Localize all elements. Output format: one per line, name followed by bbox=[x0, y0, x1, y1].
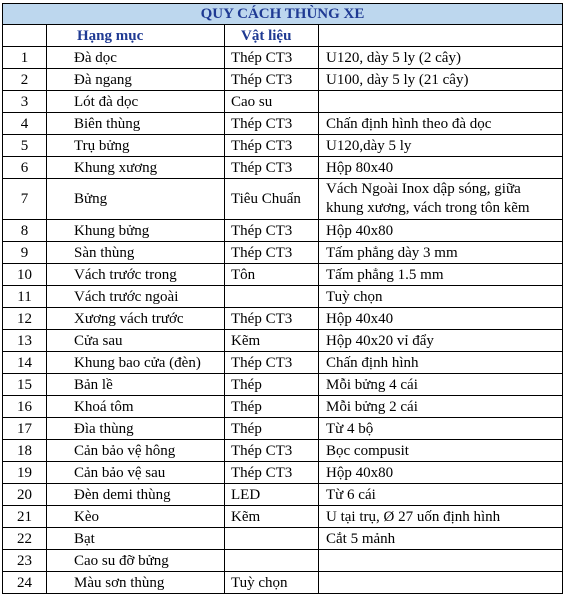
cell-stt: 16 bbox=[3, 396, 47, 418]
cell-spec bbox=[319, 572, 563, 594]
table-row bbox=[3, 242, 563, 264]
cell-spec: Hộp 80x40 bbox=[319, 157, 563, 179]
cell-item: Khung xương bbox=[47, 157, 225, 179]
cell-material: Thép CT3 bbox=[225, 242, 319, 264]
cell-item: Màu sơn thùng bbox=[47, 572, 225, 594]
cell-stt: 11 bbox=[3, 286, 47, 308]
cell-spec: Hộp 40x80 bbox=[319, 220, 563, 242]
table-row bbox=[3, 308, 563, 330]
table-title: QUY CÁCH THÙNG XE bbox=[3, 4, 563, 25]
cell-material bbox=[225, 528, 319, 550]
cell-item: Kèo bbox=[47, 506, 225, 528]
cell-material: Tuỳ chọn bbox=[225, 572, 319, 594]
cell-material: Tiêu Chuẩn bbox=[225, 179, 319, 220]
cell-stt: 8 bbox=[3, 220, 47, 242]
cell-spec: Bọc compusit bbox=[319, 440, 563, 462]
header-item: Hạng mục bbox=[47, 25, 225, 47]
cell-item: Biên thùng bbox=[47, 113, 225, 135]
cell-spec: Hộp 40x80 bbox=[319, 462, 563, 484]
cell-spec: Tấm phẳng 1.5 mm bbox=[319, 264, 563, 286]
cell-spec: Cắt 5 mảnh bbox=[319, 528, 563, 550]
cell-spec: Mỗi bửng 2 cái bbox=[319, 396, 563, 418]
table-row bbox=[3, 374, 563, 396]
table-row bbox=[3, 440, 563, 462]
cell-item: Cản bảo vệ hông bbox=[47, 440, 225, 462]
cell-material: Thép CT3 bbox=[225, 462, 319, 484]
cell-material: Thép CT3 bbox=[225, 157, 319, 179]
cell-material: Thép CT3 bbox=[225, 220, 319, 242]
cell-material: Tôn bbox=[225, 264, 319, 286]
table-row bbox=[3, 550, 563, 572]
cell-stt: 6 bbox=[3, 157, 47, 179]
cell-stt: 14 bbox=[3, 352, 47, 374]
table-row bbox=[3, 47, 563, 69]
cell-item: Cửa sau bbox=[47, 330, 225, 352]
cell-spec: Từ 6 cái bbox=[319, 484, 563, 506]
cell-stt: 5 bbox=[3, 135, 47, 157]
cell-stt: 1 bbox=[3, 47, 47, 69]
cell-material: Thép CT3 bbox=[225, 135, 319, 157]
cell-material: Thép CT3 bbox=[225, 308, 319, 330]
cell-spec: U120,dày 5 ly bbox=[319, 135, 563, 157]
cell-material: Thép CT3 bbox=[225, 440, 319, 462]
cell-spec: Hộp 40x20 vỉ đẩy bbox=[319, 330, 563, 352]
cell-stt: 15 bbox=[3, 374, 47, 396]
table-row bbox=[3, 69, 563, 91]
cell-stt: 22 bbox=[3, 528, 47, 550]
header-spec bbox=[319, 25, 563, 47]
cell-material: Thép bbox=[225, 396, 319, 418]
table-row bbox=[3, 113, 563, 135]
table-row bbox=[3, 462, 563, 484]
cell-stt: 3 bbox=[3, 91, 47, 113]
cell-item: Sàn thùng bbox=[47, 242, 225, 264]
cell-stt: 10 bbox=[3, 264, 47, 286]
table-row bbox=[3, 179, 563, 220]
cell-stt: 24 bbox=[3, 572, 47, 594]
cell-material bbox=[225, 286, 319, 308]
table-row bbox=[3, 528, 563, 550]
cell-item: Cao su đỡ bửng bbox=[47, 550, 225, 572]
cell-item: Bạt bbox=[47, 528, 225, 550]
table-row bbox=[3, 396, 563, 418]
cell-spec: Chấn định hình bbox=[319, 352, 563, 374]
spec-table bbox=[2, 3, 563, 594]
cell-material: Thép CT3 bbox=[225, 113, 319, 135]
cell-item: Vách trước trong bbox=[47, 264, 225, 286]
cell-spec: Tấm phẳng dày 3 mm bbox=[319, 242, 563, 264]
cell-item: Đà dọc bbox=[47, 47, 225, 69]
cell-spec: U120, dày 5 ly (2 cây) bbox=[319, 47, 563, 69]
cell-item: Bửng bbox=[47, 179, 225, 220]
cell-stt: 13 bbox=[3, 330, 47, 352]
cell-material: LED bbox=[225, 484, 319, 506]
cell-spec bbox=[319, 91, 563, 113]
table-row bbox=[3, 135, 563, 157]
cell-item: Xương vách trước bbox=[47, 308, 225, 330]
cell-spec: U100, dày 5 ly (21 cây) bbox=[319, 69, 563, 91]
cell-spec: Tuỳ chọn bbox=[319, 286, 563, 308]
cell-stt: 4 bbox=[3, 113, 47, 135]
cell-item: Trụ bửng bbox=[47, 135, 225, 157]
cell-stt: 21 bbox=[3, 506, 47, 528]
table-row bbox=[3, 506, 563, 528]
cell-stt: 9 bbox=[3, 242, 47, 264]
cell-stt: 19 bbox=[3, 462, 47, 484]
cell-material: Thép CT3 bbox=[225, 69, 319, 91]
cell-item: Đìa thùng bbox=[47, 418, 225, 440]
table-row bbox=[3, 330, 563, 352]
table-row bbox=[3, 352, 563, 374]
cell-item: Đèn demi thùng bbox=[47, 484, 225, 506]
cell-item: Khung bửng bbox=[47, 220, 225, 242]
table-row bbox=[3, 157, 563, 179]
cell-spec: Chấn định hình theo đà dọc bbox=[319, 113, 563, 135]
cell-stt: 17 bbox=[3, 418, 47, 440]
cell-material: Thép CT3 bbox=[225, 352, 319, 374]
header-material: Vật liệu bbox=[225, 25, 319, 47]
table-row bbox=[3, 572, 563, 594]
cell-material: Thép bbox=[225, 418, 319, 440]
cell-material: Thép bbox=[225, 374, 319, 396]
cell-stt: 18 bbox=[3, 440, 47, 462]
cell-stt: 23 bbox=[3, 550, 47, 572]
table-row bbox=[3, 484, 563, 506]
cell-spec: Hộp 40x40 bbox=[319, 308, 563, 330]
table-row bbox=[3, 220, 563, 242]
cell-item: Khoá tôm bbox=[47, 396, 225, 418]
cell-material: Thép CT3 bbox=[225, 47, 319, 69]
cell-item: Lót đà dọc bbox=[47, 91, 225, 113]
cell-stt: 12 bbox=[3, 308, 47, 330]
table-row bbox=[3, 264, 563, 286]
cell-spec: Từ 4 bộ bbox=[319, 418, 563, 440]
cell-material: Kẽm bbox=[225, 330, 319, 352]
header-stt bbox=[3, 25, 47, 47]
cell-item: Bản lề bbox=[47, 374, 225, 396]
cell-spec: U tại trụ, Ø 27 uốn định hình bbox=[319, 506, 563, 528]
cell-material: Cao su bbox=[225, 91, 319, 113]
cell-stt: 2 bbox=[3, 69, 47, 91]
cell-material: Kẽm bbox=[225, 506, 319, 528]
cell-stt: 20 bbox=[3, 484, 47, 506]
cell-spec bbox=[319, 550, 563, 572]
table-row bbox=[3, 418, 563, 440]
cell-item: Cản bảo vệ sau bbox=[47, 462, 225, 484]
cell-item: Đà ngang bbox=[47, 69, 225, 91]
cell-stt: 7 bbox=[3, 179, 47, 220]
cell-item: Vách trước ngoài bbox=[47, 286, 225, 308]
cell-material bbox=[225, 550, 319, 572]
table-row bbox=[3, 91, 563, 113]
cell-spec: Mỗi bửng 4 cái bbox=[319, 374, 563, 396]
cell-spec: Vách Ngoài Inox dập sóng, giữa khung xương, vách trong tôn kẽm bbox=[319, 179, 563, 220]
table-row bbox=[3, 286, 563, 308]
cell-item: Khung bao cửa (đèn) bbox=[47, 352, 225, 374]
